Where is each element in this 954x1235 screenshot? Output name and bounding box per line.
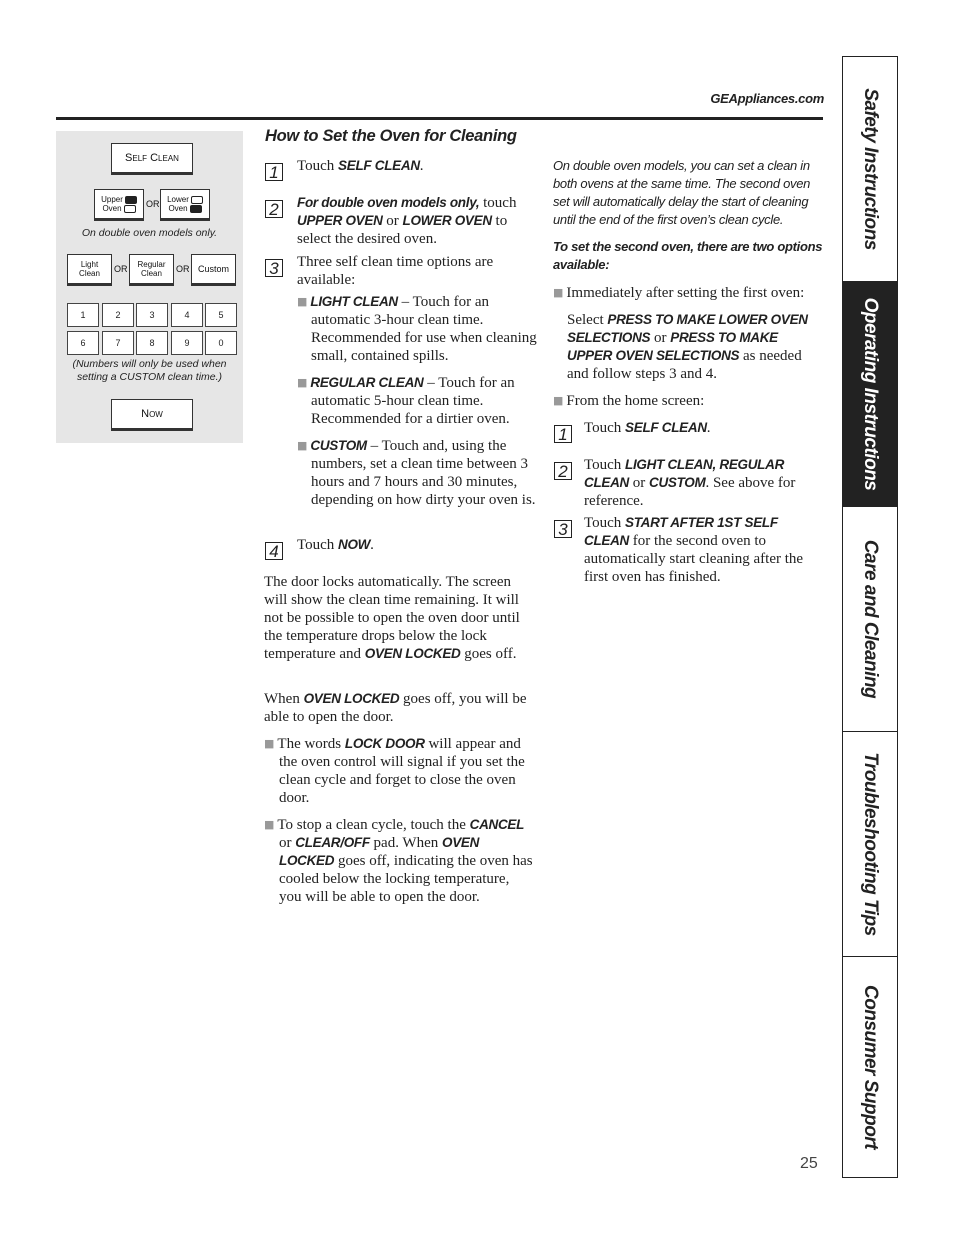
number-key-1: 1 [67,303,99,327]
header-rule [56,117,823,120]
regular-clean-key: Regular Clean [129,254,174,284]
select-instruction: Select PRESS TO MAKE LOWER OVEN SELECTIONS or PRESS TO MAKE UPPER OVEN SELECTIONS as needed and follow steps 3 and 4. [567,312,808,382]
number-key-9: 9 [171,331,203,355]
or-label: OR [114,264,128,274]
step-number-3: 3 [265,259,283,277]
second-oven-step-3: 3 [554,520,572,538]
upper-oven-led-off-icon [124,205,136,213]
option-home-screen: ■ From the home screen: [553,393,705,409]
number-key-5: 5 [205,303,237,327]
page-number: 25 [800,1155,818,1172]
or-label: OR [176,264,190,274]
bullet-square-icon: ■ [297,376,308,389]
lock-door-note: ■ The words LOCK DOOR will appear and the oven control will signal if you set the clean cycle and forget to close the oven door. [264,736,525,806]
oven-locked-paragraph: When OVEN LOCKED goes off, you will be able to open the door. [264,691,527,725]
second-oven-step-1-text: Touch SELF CLEAN. [584,420,711,436]
upper-oven-key: Upper Oven [94,189,144,219]
tab-operating-instructions[interactable]: Operating Instructions [843,282,897,507]
number-key-3: 3 [136,303,168,327]
tab-safety-instructions[interactable]: Safety Instructions [843,57,897,282]
or-label: OR [146,199,160,209]
bullet-square-icon: ■ [264,818,275,831]
section-heading: How to Set the Oven for Cleaning [265,127,517,145]
regular-clean-option: ■ REGULAR CLEAN – Touch for an automatic 5-hour clean time. Recommended for a dirtier oven. [297,375,515,427]
second-oven-subhead: To set the second oven, there are two options available: [553,239,823,272]
double-oven-intro: On double oven models, you can set a clean in both ovens at the same time. The second oven set will automatically delay the start of cleaning until the end of the first oven’s clean cycle. [553,158,811,227]
double-oven-caption: On double oven models only. [81,227,218,239]
control-panel-illustration [56,131,243,443]
upper-oven-led-icon [125,196,137,204]
bullet-square-icon: ■ [297,295,308,308]
step-3-text: Three self clean time options are available: [297,254,494,288]
lower-oven-led-off-icon [191,196,203,204]
second-oven-step-3-text: Touch START AFTER 1ST SELF CLEAN for the second oven to automatically start cleaning after the first oven has finished. [584,515,804,585]
second-oven-step-2: 2 [554,462,572,480]
number-key-6: 6 [67,331,99,355]
stop-clean-note: ■ To stop a clean cycle, touch the CANCEL or CLEAR/OFF pad. When OVEN LOCKED goes off, indicating the oven has cooled below the locking temperature, you will be able to open the door. [264,817,533,905]
website-url: GEAppliances.com [710,91,824,106]
section-tabs [842,56,898,1178]
light-clean-option: ■ LIGHT CLEAN – Touch for an automatic 3-hour clean time. Recommended for use when cleaning small, contained spills. [297,294,537,364]
numbers-caption: (Numbers will only be used when setting a CUSTOM clean time.) [72,358,227,383]
step-4-text: Touch NOW. [297,537,374,553]
now-key: Now [111,399,193,429]
number-key-0: 0 [205,331,237,355]
lower-oven-led-icon [190,205,202,213]
step-number-4: 4 [265,542,283,560]
number-key-4: 4 [171,303,203,327]
door-lock-paragraph: The door locks automatically. The screen will show the clean time remaining. It will not be possible to open the oven door until the temperature drops below the lock temperature and OVEN LOCKED goes off. [264,574,520,662]
number-key-2: 2 [102,303,134,327]
number-key-8: 8 [136,331,168,355]
step-number-2: 2 [265,200,283,218]
light-clean-key: Light Clean [67,254,112,284]
lower-oven-key: Lower Oven [160,189,210,219]
tab-troubleshooting-tips[interactable]: Troubleshooting Tips [843,732,897,957]
tab-consumer-support[interactable]: Consumer Support [860,984,881,1150]
number-key-7: 7 [102,331,134,355]
second-oven-step-2-text: Touch LIGHT CLEAN, REGULAR CLEAN or CUSTOM. See above for reference. [584,457,796,509]
second-oven-step-1: 1 [554,425,572,443]
bullet-square-icon: ■ [553,286,564,299]
tab-care-and-cleaning[interactable]: Care and Cleaning [843,507,897,732]
bullet-square-icon: ■ [297,439,308,452]
bullet-square-icon: ■ [553,394,564,407]
step-2-text: For double oven models only, touch UPPER OVEN or LOWER OVEN to select the desired oven. [297,195,517,247]
custom-key: Custom [191,254,236,284]
custom-option: ■ CUSTOM – Touch and, using the numbers, set a clean time between 3 hours and 7 hours and 30 minutes, depending on how dirty your oven is. [297,438,536,508]
bullet-square-icon: ■ [264,737,275,750]
step-1-text: Touch SELF CLEAN. [297,158,424,174]
self-clean-key: Self Clean [111,143,193,173]
step-number-1: 1 [265,163,283,181]
option-immediately: ■ Immediately after setting the first oven: [553,285,805,301]
